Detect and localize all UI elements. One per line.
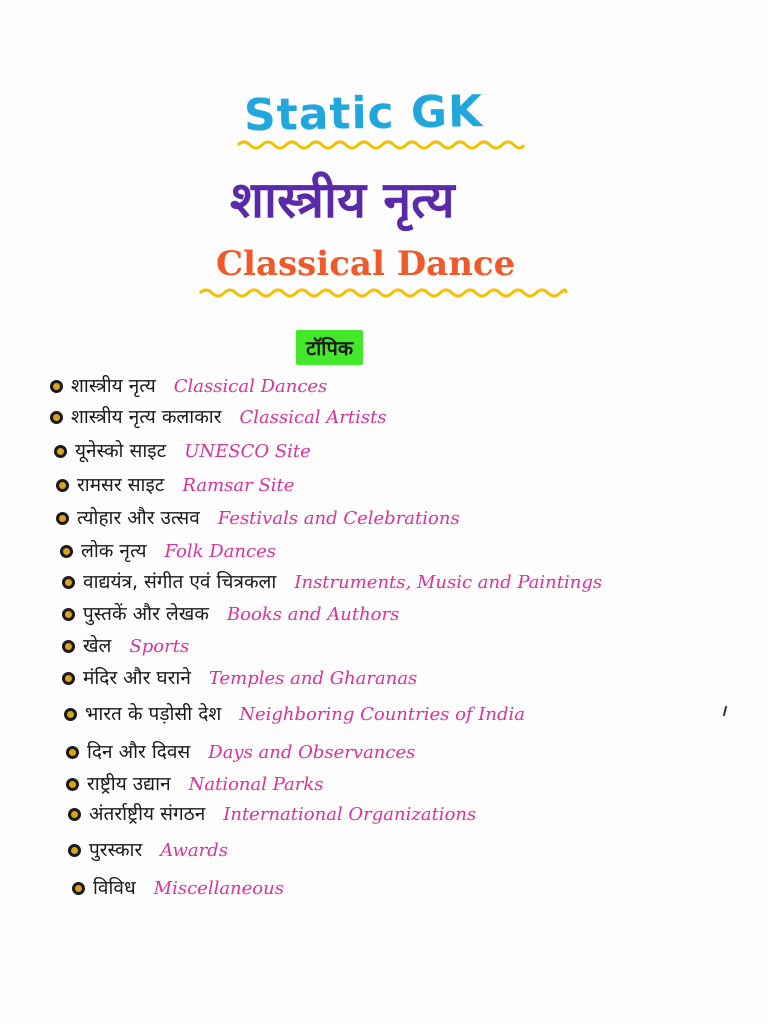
topic-hindi: पुस्तकें और लेखक xyxy=(83,603,209,625)
topic-hindi: शास्त्रीय नृत्य कलाकार xyxy=(71,406,222,428)
topic-english: Classical Artists xyxy=(239,407,387,428)
topic-english: International Organizations xyxy=(223,804,477,825)
topic-english: Days and Observances xyxy=(208,742,416,763)
topic-english: Folk Dances xyxy=(164,541,276,562)
bullet-icon xyxy=(56,512,69,525)
bullet-icon xyxy=(62,576,75,589)
topic-hindi: रामसर साइट xyxy=(77,474,165,496)
topic-hindi: भारत के पड़ोसी देश xyxy=(85,703,222,725)
bullet-icon xyxy=(68,844,81,857)
topic-english: Books and Authors xyxy=(226,604,400,625)
topic-item xyxy=(66,770,324,796)
topic-hindi: शास्त्रीय नृत्य xyxy=(71,375,156,397)
topic-item xyxy=(72,874,284,900)
yellow-squiggle-top xyxy=(236,138,526,152)
bullet-icon xyxy=(62,608,75,621)
topic-english: Ramsar Site xyxy=(182,475,295,496)
topic-item xyxy=(62,664,417,690)
topic-english: Neighboring Countries of India xyxy=(239,704,526,725)
title-classical-dance: Classical Dance xyxy=(216,244,516,284)
bullet-icon xyxy=(66,778,79,791)
topic-english: Sports xyxy=(129,636,190,657)
topic-english: Miscellaneous xyxy=(153,878,284,899)
topic-hindi: वाद्ययंत्र, संगीत एवं चित्रकला xyxy=(83,571,277,593)
topic-hindi: दिन और दिवस xyxy=(87,741,191,763)
bullet-icon xyxy=(54,445,67,458)
topic-item xyxy=(60,537,276,563)
topic-english: UNESCO Site xyxy=(184,441,311,462)
topic-item xyxy=(68,800,476,826)
bullet-icon xyxy=(72,882,85,895)
topic-english: Temples and Gharanas xyxy=(208,668,418,689)
topic-english: Festivals and Celebrations xyxy=(217,508,460,529)
topic-item xyxy=(54,437,311,463)
topic-item xyxy=(62,600,399,626)
topic-hindi: पुरस्कार xyxy=(89,839,143,861)
bullet-icon xyxy=(66,746,79,759)
topic-item xyxy=(62,568,602,594)
bullet-icon xyxy=(60,545,73,558)
bullet-icon xyxy=(56,479,69,492)
yellow-squiggle-bottom xyxy=(198,286,568,300)
topic-hindi: राष्ट्रीय उद्यान xyxy=(87,773,171,795)
topic-hindi: अंतर्राष्ट्रीय संगठन xyxy=(89,803,206,825)
topic-item xyxy=(50,372,327,398)
bullet-icon xyxy=(62,672,75,685)
topic-item xyxy=(68,836,228,862)
title-hindi: शास्त्रीय नृत्य xyxy=(230,171,455,229)
topic-item xyxy=(62,632,189,658)
topic-item xyxy=(56,471,294,497)
stray-pen-mark xyxy=(723,706,728,716)
topic-item xyxy=(50,403,387,429)
topic-hindi: विविध xyxy=(93,877,136,899)
topic-english: Classical Dances xyxy=(173,376,328,397)
topic-hindi: लोक नृत्य xyxy=(81,540,147,562)
bullet-icon xyxy=(64,708,77,721)
topic-hindi: त्योहार और उत्सव xyxy=(77,507,200,529)
bullet-icon xyxy=(62,640,75,653)
topic-item xyxy=(66,738,415,764)
topic-english: National Parks xyxy=(188,774,324,795)
title-static-gk: Static GK xyxy=(243,86,484,142)
topic-label: टॉपिक xyxy=(296,330,363,365)
topic-item xyxy=(56,504,460,530)
topic-english: Awards xyxy=(160,840,228,861)
bullet-icon xyxy=(50,380,63,393)
topic-hindi: खेल xyxy=(83,635,112,657)
bullet-icon xyxy=(68,808,81,821)
bullet-icon xyxy=(50,411,63,424)
topic-hindi: यूनेस्को साइट xyxy=(75,440,167,462)
topic-english: Instruments, Music and Paintings xyxy=(294,572,603,593)
topic-hindi: मंदिर और घराने xyxy=(83,667,191,689)
topic-item xyxy=(64,700,525,726)
